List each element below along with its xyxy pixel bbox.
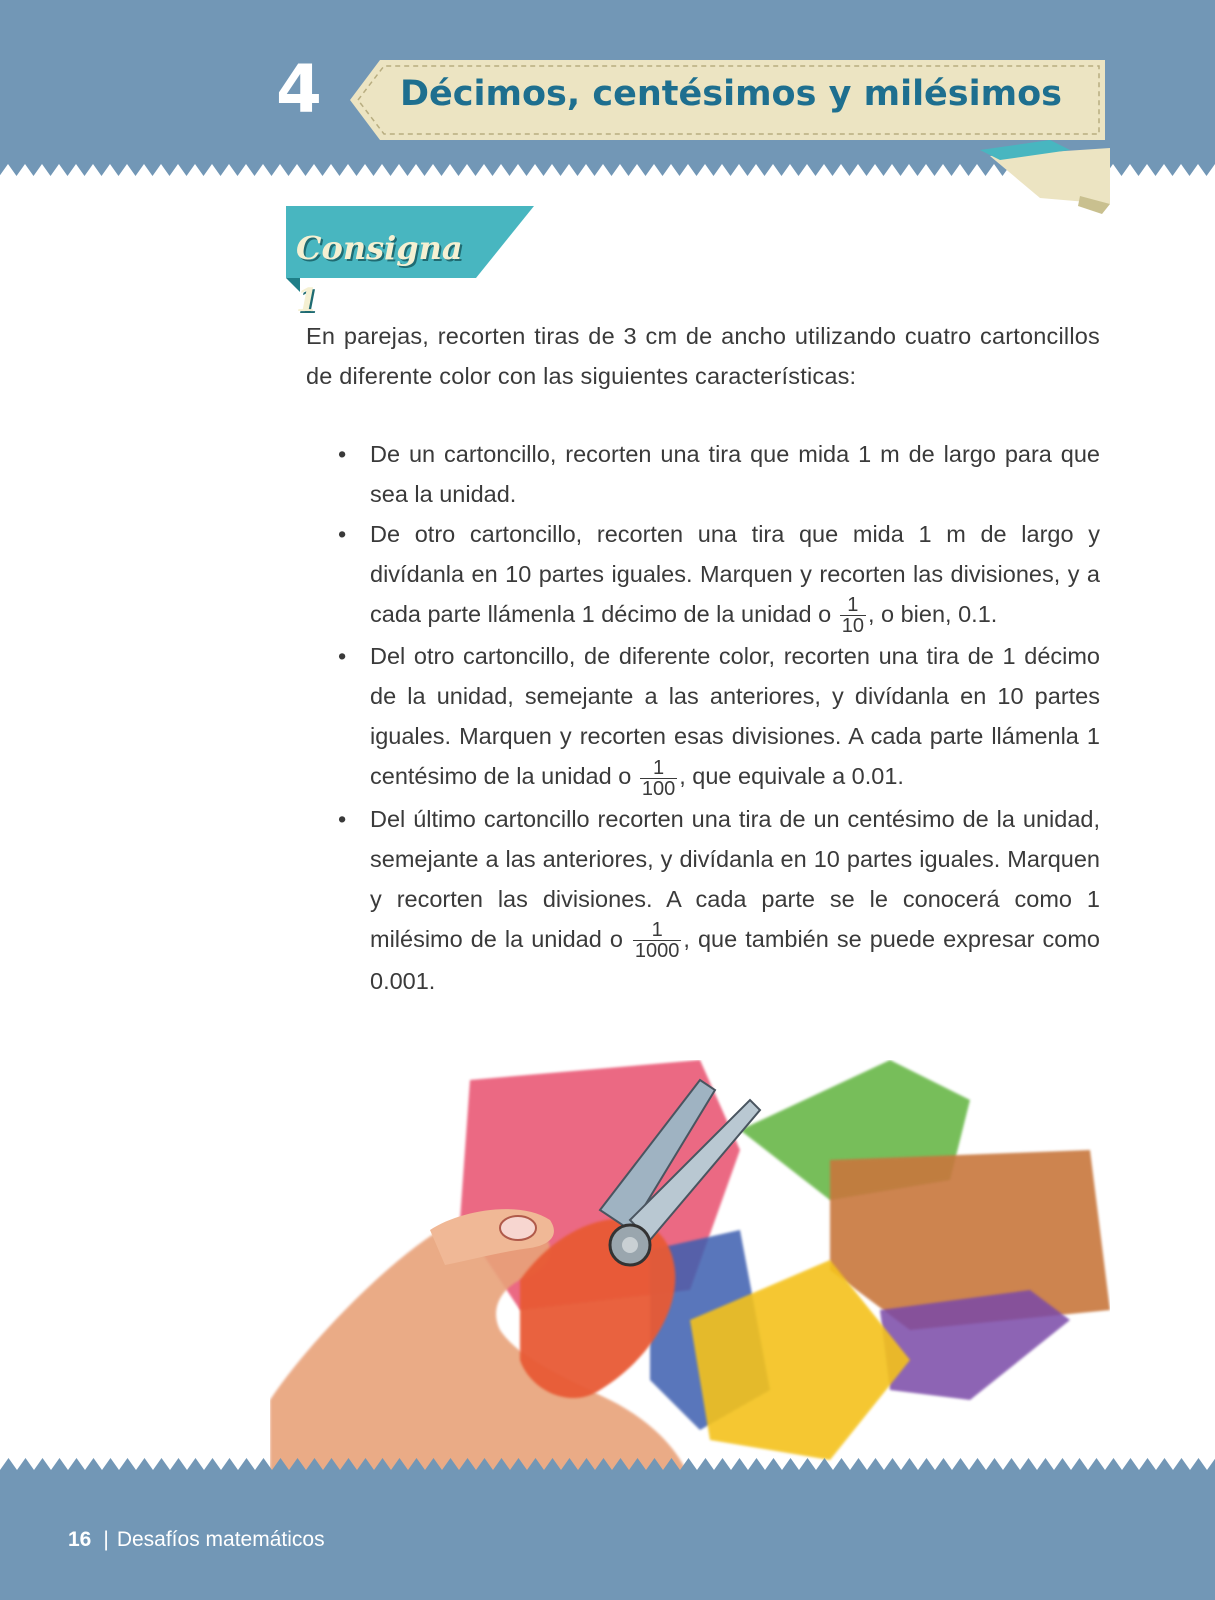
bullet-text: De otro cartoncillo, recorten una tira que mida 1 m de largo y divídanla en 10 partes iguales. Marquen y recorten las divisiones, y a cada parte llámenla 1 décimo de la unidad o	[370, 521, 1100, 627]
bullet-text-after: , o bien, 0.1.	[867, 601, 998, 627]
footer-separator: |	[103, 1528, 109, 1551]
list-item	[338, 799, 1100, 1001]
bullet-text: Del otro cartoncillo, de diferente color, recorten una tira de 1 décimo de la unidad, semejante a las anteriores, y divídanla en 10 partes iguales. Marquen y recorten esas divisiones. A cada parte llámenla 1 centésimo de la unidad o	[370, 643, 1100, 790]
list-item	[338, 514, 1100, 636]
bullet-text: De un cartoncillo, recorten una tira que mida 1 m de largo para que sea la unidad.	[370, 441, 1100, 507]
list-item	[338, 434, 1100, 514]
bullet-text-after: , que también se puede expresar como 0.001.	[370, 925, 1100, 994]
fraction-one-tenth	[840, 595, 866, 636]
fraction-numerator: 1	[847, 594, 859, 617]
fraction-denominator: 100	[641, 777, 676, 800]
fraction-numerator: 1	[651, 918, 663, 941]
bullet-text-after: , que equivale a 0.01.	[679, 763, 904, 790]
section-label: Consigna 1	[296, 229, 463, 319]
thumbnail-shape	[500, 1216, 536, 1240]
instruction-list	[338, 434, 1100, 1001]
footer	[68, 1525, 325, 1555]
page-number: 16	[68, 1528, 92, 1551]
purple-paper-shape	[880, 1290, 1070, 1400]
fraction-numerator: 1	[652, 756, 665, 779]
chapter-title: Décimos, centésimos y milésimos	[400, 74, 1062, 114]
bullet-marker: •	[338, 643, 347, 670]
scissors-pivot-center	[622, 1237, 638, 1253]
bullet-marker: •	[338, 441, 347, 467]
fraction-one-hundredth	[640, 758, 677, 799]
book-title: Desafíos matemáticos	[116, 1528, 325, 1551]
intro-paragraph: En parejas, recorten tiras de 3 cm de ancho utilizando cuatro cartoncillos de diferente color con las siguientes características:	[306, 323, 1100, 389]
list-item	[338, 636, 1100, 798]
bullet-marker: •	[338, 805, 347, 832]
scissors-paper-illustration	[270, 1060, 1110, 1480]
bullet-marker: •	[338, 521, 347, 547]
fraction-one-thousandth	[633, 920, 682, 961]
fraction-denominator: 1000	[634, 939, 680, 962]
bullet-text: Del último cartoncillo recorten una tira de un centésimo de la unidad, semejante a las anteriores, y divídanla en 10 partes iguales. Marquen y recorten las divisiones. A cada parte se le conocerá como 1 milésimo de la unidad o	[370, 805, 1100, 952]
chapter-number: 4	[276, 51, 322, 128]
fraction-denominator: 10	[841, 615, 864, 638]
